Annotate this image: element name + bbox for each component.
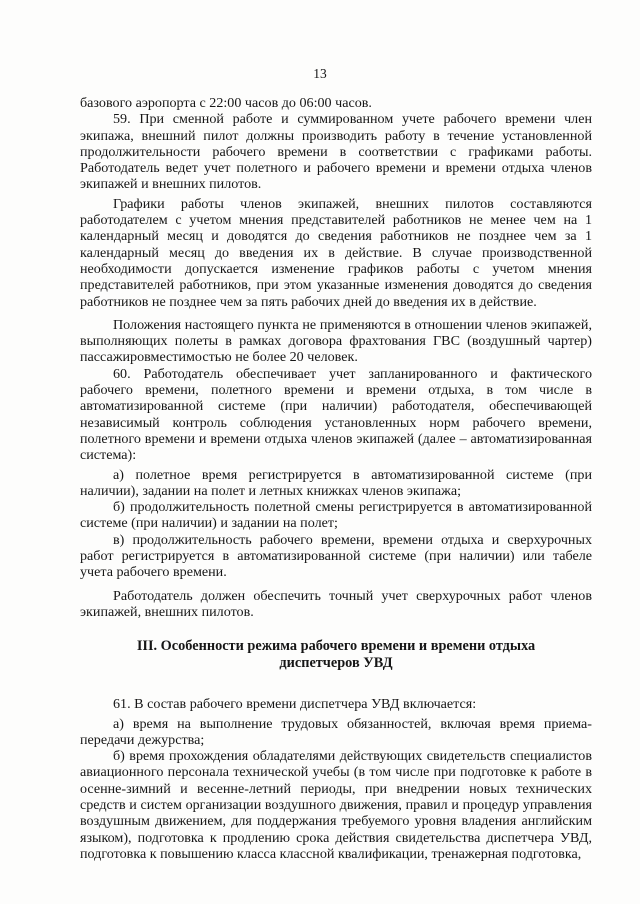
paragraph-work-schedules: Графики работы членов экипажей, внешних пилотов составляются работодателем с учетом мнения представителей работников не менее чем на 1 календарный месяц и доводятся до сведения работников не позднее чем за 1 календарный месяц до введения их в действие. В случае производственной необходимости допускается изменение графиков работы с учетом мнения представителей работников, при этом указанные изменения доводятся до сведения работников не позднее чем за пять рабочих дней до введения их в действие. bbox=[80, 195, 592, 310]
paragraph-item-61-a: а) время на выполнение трудовых обязанностей, включая время приема-передачи дежурства; bbox=[80, 715, 592, 748]
section-title-line-1: III. Особенности режима рабочего времени и времени отдыха bbox=[136, 638, 536, 655]
paragraph-item-61: 61. В состав рабочего времени диспетчера УВД включается: bbox=[113, 696, 477, 713]
section-title bbox=[80, 638, 592, 672]
paragraph-continuation: базового аэропорта с 22:00 часов до 06:00 часов. bbox=[80, 95, 372, 111]
paragraph-item-59: 59. При сменной работе и суммированном учете рабочего времени член экипажа, внешний пилот должны производить работу в течение установленной продолжительности рабочего времени в соответствии с графиками работы. Работодатель ведет учет полетного и рабочего времени и времени отдыха членов экипажей и внешних пилотов. bbox=[80, 111, 592, 193]
page-number: 13 bbox=[313, 66, 327, 81]
paragraph-item-60-a: а) полетное время регистрируется в автоматизированной системе (при наличии), задании на полет и летных книжках членов экипажа; bbox=[80, 466, 592, 499]
paragraph-exemption: Положения настоящего пункта не применяются в отношении членов экипажей, выполняющих полеты в рамках договора фрахтования ГВС (воздушный чартер) пассажировместимостью не более 20 человек. bbox=[80, 316, 592, 366]
paragraph-item-60: 60. Работодатель обеспечивает учет запланированного и фактического рабочего времени, полетного времени и времени отдыха, в том числе в автоматизированной системе (при наличии) работодателя, обеспечивающей независимый контроль соблюдения установленных норм рабочего времени, полетного времени и времени отдыха членов экипажей (далее – автоматизированная система): bbox=[80, 365, 592, 464]
page-content bbox=[80, 95, 592, 862]
paragraph-item-60-b: б) продолжительность полетной смены регистрируется в автоматизированной системе (при наличии) и задании на полет; bbox=[80, 499, 592, 532]
paragraph-item-61-b: б) время прохождения обладателями действующих свидетельств специалистов авиационного персонала технической учебы (в том числе при подготовке к работе в осенне-зимний и весенне-летний периоды, при внедрении новых технических средств и систем организации воздушного движения, правил и процедур управления воздушным движением, для поддержания требуемого уровня владения английским языком), подготовка к продлению срока действия свидетельства диспетчера УВД, подготовка к повышению класса классной квалификации, тренажерная подготовка, bbox=[80, 748, 592, 862]
paragraph-item-60-v: в) продолжительность рабочего времени, времени отдыха и сверхурочных работ регистрируется в автоматизированной системе (при наличии) или табеле учета рабочего времени. bbox=[80, 531, 592, 581]
section-title-line-2: диспетчеров УВД bbox=[279, 655, 393, 672]
paragraph-overtime: Работодатель должен обеспечить точный учет сверхурочных работ членов экипажей, внешних пилотов. bbox=[80, 587, 592, 620]
